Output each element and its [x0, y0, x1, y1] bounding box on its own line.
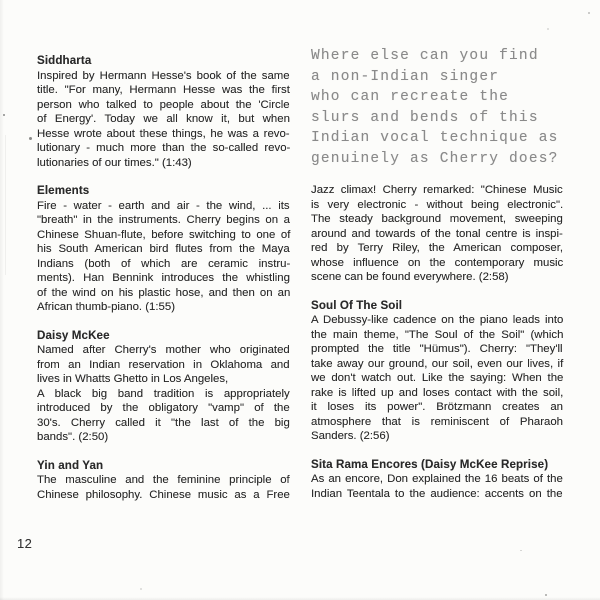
quote-line: genuinely as Cherry does?	[311, 150, 559, 167]
left-column	[37, 54, 290, 502]
paragraph	[37, 69, 290, 171]
pull-quote	[311, 46, 563, 169]
text-line: title. "For many, Hermann Hesse was the first	[37, 84, 290, 96]
scan-speck	[140, 588, 142, 590]
section-title: Siddharta	[37, 54, 92, 67]
text-line: A Debussy-like cadence on the piano leads into	[311, 314, 564, 326]
scan-speck	[588, 12, 590, 14]
text-line: Indian Teentala to the audience: accents on the	[311, 487, 563, 500]
scan-edge-shadow	[0, 0, 4, 600]
text-line: the main theme, "The Soul of the Soil" (which	[311, 328, 564, 341]
paragraph	[311, 472, 563, 501]
text-line: is very electronic - without being electronic".	[311, 198, 564, 211]
text-line: A black big band tradition is appropriately	[37, 387, 290, 400]
section-title: Sita Rama Encores (Daisy McKee Reprise)	[311, 457, 549, 471]
text-line: Indians (both of which are ceramic instru-	[37, 257, 291, 270]
scan-speck	[547, 28, 549, 30]
text-line: Sanders. (2:56)	[311, 430, 390, 442]
section-title: Yin and Yan	[37, 458, 104, 472]
quote-line: a non-Indian singer	[311, 68, 500, 85]
text-line: As an encore, Don explained the 16 beats of the	[311, 473, 563, 485]
right-column	[311, 46, 563, 501]
text-line: person who talked to people about the 'Circle	[37, 98, 290, 111]
section	[311, 458, 563, 502]
text-line: atmosphere that is reminiscent of Pharaoh	[311, 415, 564, 428]
section-title: Soul Of The Soil	[311, 298, 403, 312]
scan-speck	[3, 114, 5, 116]
text-line: of Energy'. Today we all know it, but when	[37, 113, 290, 125]
scan-streak	[5, 135, 6, 275]
paragraph	[311, 183, 563, 285]
text-line: bands". (2:50)	[37, 431, 109, 443]
text-line: lutionaries of our times." (1:43)	[37, 156, 192, 169]
text-line: ments). Han Bennink introduces the whistling	[37, 272, 290, 284]
text-line: we don't watch out. Like the saying: When the	[311, 372, 564, 384]
text-line: red by Terry Riley, the American composer,	[311, 242, 564, 254]
section	[37, 184, 290, 315]
text-line: 30's. Cherry called it "the last of the big	[37, 416, 290, 429]
text-line: his South American bird flutes from the Maya	[37, 243, 290, 255]
page-number: 12	[17, 536, 33, 551]
text-line: of the wind on his plastic hose, and then on an	[37, 286, 291, 299]
text-line: introduced by the obligatory "vamp" of the	[37, 402, 290, 414]
text-line: Named after Cherry's mother who originated	[37, 344, 290, 356]
paragraph	[311, 313, 563, 444]
section	[37, 54, 290, 170]
quote-line: Where else can you find	[311, 48, 539, 64]
section	[311, 183, 563, 285]
quote-line: Indian vocal technique as	[311, 130, 559, 146]
text-line: around and towards of the tonal centre is inspi-	[311, 227, 563, 240]
section	[37, 329, 290, 445]
text-line: it loses its power". Brötzmann creates an	[311, 401, 563, 413]
text-line: whose influence on the contemporary music	[311, 256, 564, 269]
text-line: from an Indian reservation in Oklahoma and	[37, 358, 290, 371]
paragraph	[37, 343, 290, 387]
paragraph	[37, 199, 290, 315]
text-line: Jazz climax! Cherry remarked: "Chinese Music	[311, 184, 563, 196]
text-line: prompted the title "Hümus"). Cherry: "They'll	[311, 343, 563, 355]
quote-line: slurs and bends of this	[311, 109, 539, 126]
section	[37, 459, 290, 503]
scan-speck	[520, 550, 522, 551]
text-line: rake is lifted up and loses contact with the soil,	[311, 386, 564, 399]
section-title: Elements	[37, 184, 90, 197]
section-title: Daisy McKee	[37, 328, 110, 342]
scan-speck	[29, 137, 32, 140]
text-line: The steady background movement, sweeping	[311, 213, 563, 225]
text-line: The masculine and the feminine principle of	[37, 474, 290, 486]
paragraph	[37, 387, 290, 445]
text-line: Fire - water - earth and air - the wind, ... its	[37, 199, 290, 212]
section	[311, 299, 563, 444]
text-line: Hesse wrote about these things, he was a revo-	[37, 127, 290, 140]
text-line: Inspired by Hermann Hesse's book of the same	[37, 69, 290, 82]
text-line: Chinese philosophy. Chinese music as a Free	[37, 488, 290, 501]
text-line: scene can be found everywhere. (2:58)	[311, 271, 509, 283]
quote-line: who can recreate the	[311, 89, 510, 105]
text-line: lives in Whatts Ghetto in Los Angeles,	[37, 373, 229, 385]
text-line: take away our ground, our soil, even our lives, if	[311, 357, 564, 370]
paragraph	[37, 473, 290, 502]
text-line: "breath" in the instruments. Cherry begins on a	[37, 214, 291, 226]
scan-speck	[545, 594, 547, 596]
text-line: Chinese Shuan-flute, before switching to one of	[37, 228, 291, 241]
text-line: African thumb-piano. (1:55)	[37, 301, 176, 313]
text-line: lutionary - much more than the so-called revo-	[37, 142, 291, 154]
